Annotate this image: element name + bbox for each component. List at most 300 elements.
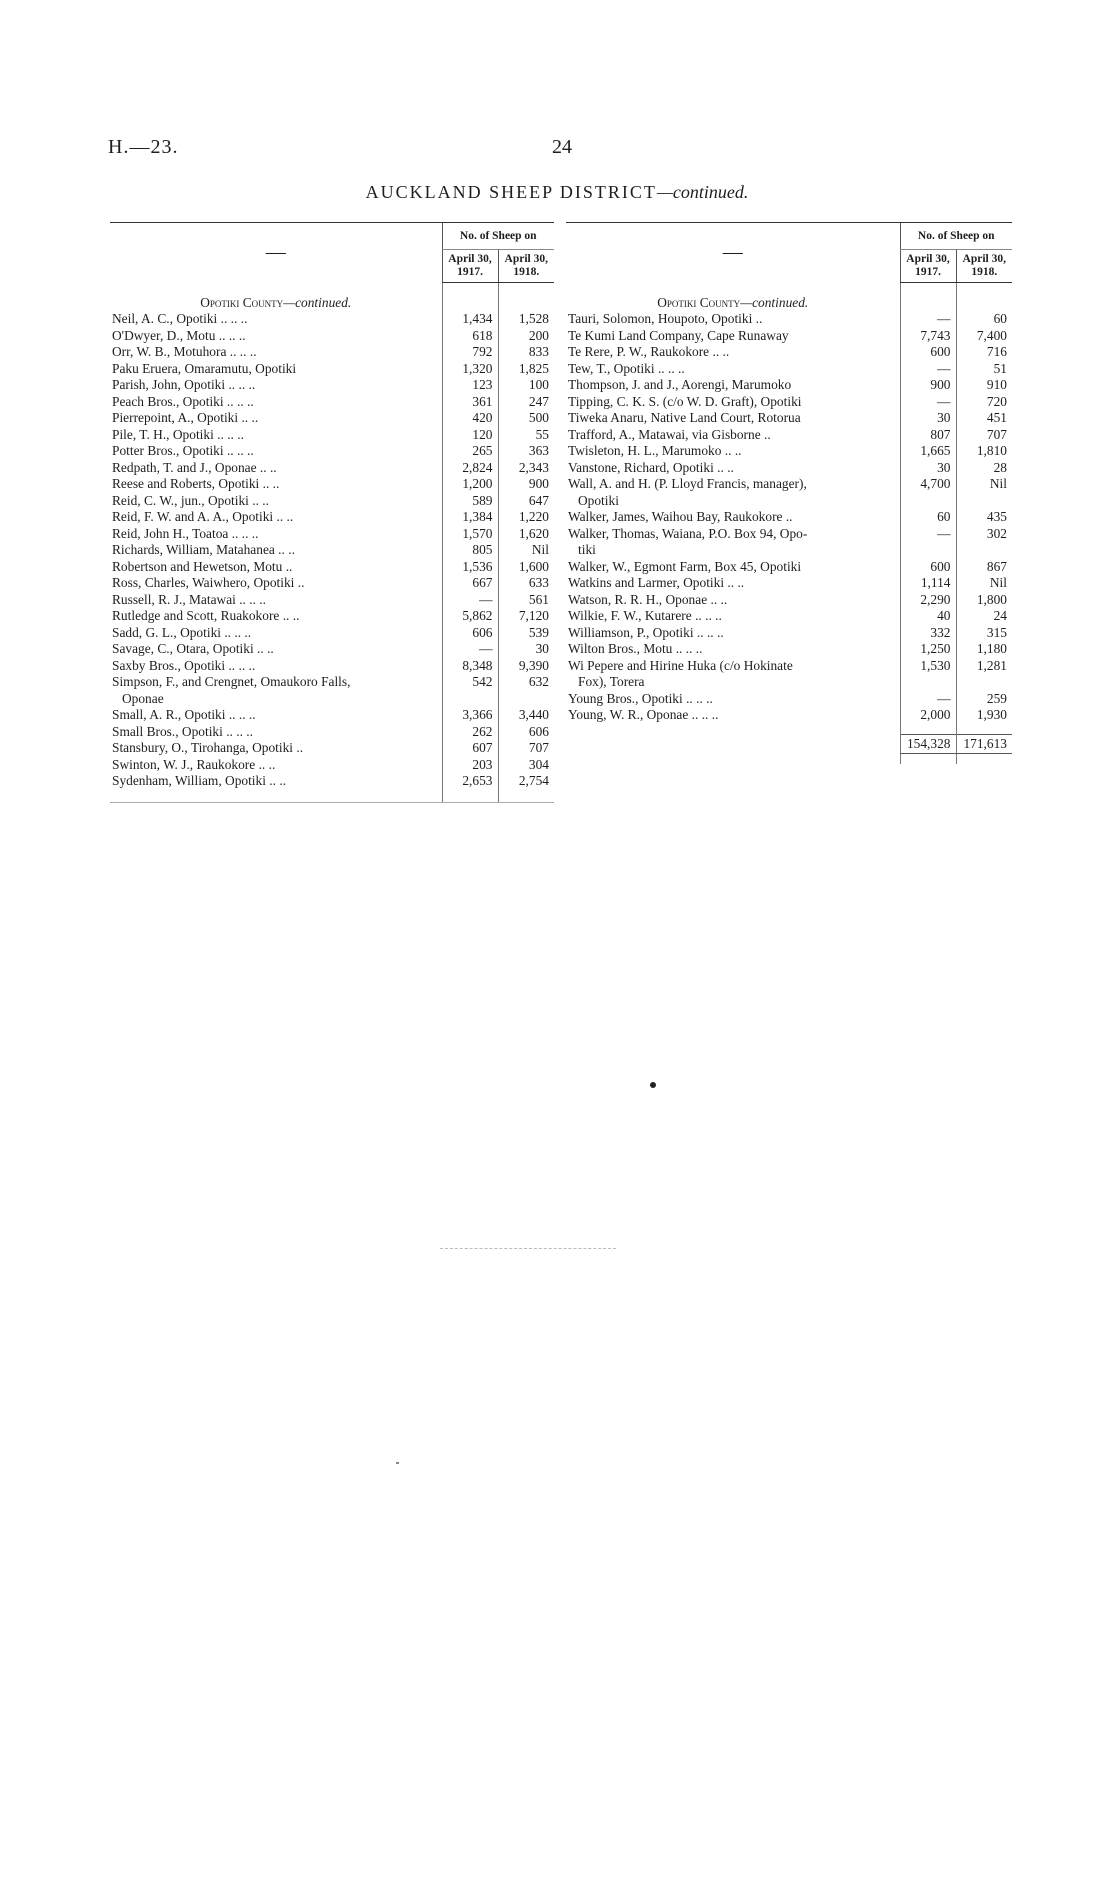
- owner-name-text: Reese and Roberts, Opotiki: [112, 476, 260, 491]
- owner-name-text: Simpson, F., and Crengnet, Omaukoro Falls,: [112, 674, 351, 689]
- owner-name-text: tiki: [578, 542, 596, 557]
- table-row: [110, 311, 554, 328]
- leader-dots: .. ..: [707, 591, 728, 607]
- leader-dots: .. ..: [274, 542, 295, 557]
- table-row: [566, 526, 1012, 543]
- table-row: [566, 691, 1012, 708]
- table-row: [110, 773, 554, 790]
- section-continued: —continued.: [283, 294, 352, 310]
- owner-name-text: Wall, A. and H. (P. Lloyd Francis, manager),: [568, 476, 807, 491]
- total-row: [566, 734, 1012, 753]
- leader-dots: ..: [760, 426, 771, 442]
- sheep-1917: —: [900, 691, 956, 708]
- leader-dots: .. .. ..: [220, 624, 252, 640]
- sheep-1917: 667: [442, 575, 498, 592]
- section-continued: —continued.: [740, 294, 809, 310]
- sheep-1918: Nil: [498, 542, 554, 559]
- sheep-1918: 302: [956, 526, 1012, 543]
- sheep-1917: 900: [900, 377, 956, 394]
- title-continued: —continued.: [656, 182, 749, 202]
- owner-name-text: O'Dwyer, D., Motu: [112, 327, 216, 343]
- sheep-1918: 539: [498, 625, 554, 642]
- leader-dots: .. ..: [238, 410, 259, 425]
- owner-name-text: Peach Bros., Opotiki: [112, 393, 224, 409]
- table-row: [566, 394, 1012, 411]
- leader-dots: .. .. ..: [225, 657, 256, 673]
- table-row: [566, 658, 1012, 675]
- owner-name-text: Stansbury, O., Tirohanga, Opotiki: [112, 740, 294, 755]
- table-row: [110, 542, 554, 559]
- sheep-1917: 1,530: [900, 658, 956, 675]
- table-row: [110, 575, 554, 592]
- owner-name-text: Twisleton, H. L., Marumoko: [568, 443, 722, 458]
- sheep-1917: —: [442, 592, 498, 609]
- table-row: [566, 443, 1012, 460]
- owner-name: [110, 427, 442, 444]
- sheep-1918: 435: [956, 509, 1012, 526]
- sheep-1917: 262: [442, 724, 498, 741]
- owner-name: [566, 641, 900, 658]
- owner-name: [566, 460, 900, 477]
- owner-name: [110, 443, 442, 460]
- owner-name: [110, 509, 442, 526]
- table-row: [566, 427, 1012, 444]
- april-1917-header: April 30, 1917.: [900, 250, 956, 283]
- owner-name-text: Young Bros., Opotiki: [568, 690, 683, 706]
- owner-name-text: Redpath, T. and J., Oponae: [112, 459, 257, 475]
- table-row: [110, 674, 554, 691]
- sheep-1918: 707: [498, 740, 554, 757]
- owner-name: [110, 625, 442, 642]
- sheep-1918: 2,754: [498, 773, 554, 790]
- owner-name: [110, 691, 442, 708]
- sheep-1918: 1,620: [498, 526, 554, 543]
- sheep-1918: 7,400: [956, 328, 1012, 345]
- sheep-1917: 1,665: [900, 443, 956, 460]
- section-name: Opotiki County: [200, 294, 284, 310]
- leader-dots: .. ..: [724, 575, 745, 590]
- table-row: [110, 460, 554, 477]
- owner-name-text: Wilkie, F. W., Kutarere: [568, 608, 692, 623]
- leader-dots: .. .. ..: [226, 344, 257, 359]
- owner-name: [110, 740, 442, 757]
- sheep-1917: 1,320: [442, 361, 498, 378]
- leader-dots: .. .. ..: [672, 641, 703, 656]
- owner-name-text: Swinton, W. J., Raukokore: [112, 756, 256, 772]
- owner-name: [110, 575, 442, 592]
- owner-name: [110, 328, 442, 345]
- sheep-1918: 1,281: [956, 658, 1012, 675]
- sheep-1918: Nil: [956, 575, 1012, 592]
- owner-name: [566, 443, 900, 460]
- total-1918: 171,613: [956, 734, 1012, 753]
- table-row: [110, 344, 554, 361]
- sheep-1917: 3,366: [442, 707, 498, 724]
- sheep-1918: 28: [956, 460, 1012, 477]
- leader-dots: .. .. ..: [235, 591, 266, 607]
- leader-dots: ..: [282, 558, 293, 574]
- sheep-1917: 600: [900, 559, 956, 576]
- sheep-1918: 720: [956, 394, 1012, 411]
- table-row: [110, 625, 554, 642]
- table-row: [110, 328, 554, 345]
- table-row: [110, 559, 554, 576]
- owner-name: [566, 311, 900, 328]
- owner-name: [110, 592, 442, 609]
- sheep-1917: 1,114: [900, 575, 956, 592]
- sheep-1918: 9,390: [498, 658, 554, 675]
- sheep-1917: 1,200: [442, 476, 498, 493]
- sheep-1917: 792: [442, 344, 498, 361]
- section-heading: [110, 283, 442, 312]
- owner-name: [566, 394, 900, 411]
- sheep-1918: 315: [956, 625, 1012, 642]
- sheep-1917: 606: [442, 625, 498, 642]
- leader-dots: .. ..: [273, 509, 294, 524]
- leader-dots: .. ..: [709, 344, 730, 359]
- sheep-1917: 1,536: [442, 559, 498, 576]
- leader-dots: .. ..: [721, 443, 742, 458]
- table-row: [566, 361, 1012, 378]
- sheep-1917: 40: [900, 608, 956, 625]
- owner-name: [110, 311, 442, 328]
- sheep-1917: 805: [442, 542, 498, 559]
- owner-name-text: Trafford, A., Matawai, via Gisborne: [568, 426, 761, 442]
- total-1917: 154,328: [900, 734, 956, 753]
- sheep-1918: 500: [498, 410, 554, 427]
- leader-dots: ..: [294, 575, 305, 590]
- sheep-1918: 30: [498, 641, 554, 658]
- leader-dots: .. .. ..: [691, 608, 722, 623]
- sheep-1918: 867: [956, 559, 1012, 576]
- owner-name: [110, 559, 442, 576]
- owner-name-text: Wi Pepere and Hirine Huka (c/o Hokinate: [568, 657, 793, 673]
- sheep-1918: [956, 542, 1012, 559]
- owner-name: [566, 691, 900, 708]
- sheep-1918: 24: [956, 608, 1012, 625]
- table-row: [566, 592, 1012, 609]
- owner-name: [110, 394, 442, 411]
- table-row: [110, 377, 554, 394]
- table-row: [110, 476, 554, 493]
- sheep-1917: 2,290: [900, 592, 956, 609]
- owner-name: [110, 757, 442, 774]
- owner-name: [110, 344, 442, 361]
- sheep-1918: 561: [498, 592, 554, 609]
- sheep-1917: 7,743: [900, 328, 956, 345]
- sheep-1918: [956, 674, 1012, 691]
- sheep-1917: —: [442, 641, 498, 658]
- owner-name-text: Thompson, J. and J., Aorengi, Marumoko: [568, 377, 792, 392]
- leader-dots: .. .. ..: [693, 624, 724, 640]
- owner-name: [110, 641, 442, 658]
- owner-name-text: Reid, John H., Toatoa: [112, 525, 229, 541]
- sheep-1917: 600: [900, 344, 956, 361]
- owner-name-text: Tauri, Solomon, Houpoto, Opotiki: [568, 311, 753, 326]
- right-sheep-table: [566, 222, 1012, 764]
- sheep-1918: 100: [498, 377, 554, 394]
- sheep-1917: [900, 674, 956, 691]
- sheep-1917: —: [900, 361, 956, 378]
- sheep-1918: 647: [498, 493, 554, 510]
- table-row: [566, 575, 1012, 592]
- owner-name: [566, 608, 900, 625]
- sheep-1918: 1,810: [956, 443, 1012, 460]
- sheep-1917: 60: [900, 509, 956, 526]
- sheep-1918: 51: [956, 361, 1012, 378]
- leader-dots: .. ..: [248, 492, 269, 508]
- owner-name-text: Williamson, P., Opotiki: [568, 624, 694, 640]
- table-row: [566, 641, 1012, 658]
- owner-name-text: Saxby Bros., Opotiki: [112, 657, 226, 673]
- leader-dots: .. ..: [255, 756, 276, 772]
- sheep-1918: 304: [498, 757, 554, 774]
- owner-name: [110, 674, 442, 691]
- page-number: 24: [552, 136, 572, 158]
- leader-dots: .. ..: [259, 476, 280, 491]
- owner-name-text: Tipping, C. K. S. (c/o W. D. Graft), Opotiki: [568, 393, 802, 409]
- owner-name: [566, 361, 900, 378]
- table-row: [566, 460, 1012, 477]
- owner-name-text: Te Rere, P. W., Raukokore: [568, 344, 710, 359]
- sheep-1917: 8,348: [442, 658, 498, 675]
- page-title: [0, 182, 1114, 203]
- sheep-1918: 1,600: [498, 559, 554, 576]
- owner-name-text: Tiweka Anaru, Native Land Court, Rotorua: [568, 410, 801, 425]
- ink-spot: [650, 1082, 656, 1088]
- owner-name: [566, 542, 900, 559]
- leader-dots: .. .. ..: [682, 690, 713, 706]
- sheep-1918: 3,440: [498, 707, 554, 724]
- owner-name: [110, 460, 442, 477]
- sheep-1918: 259: [956, 691, 1012, 708]
- sheep-1917: 203: [442, 757, 498, 774]
- owner-name: [110, 707, 442, 724]
- sheep-1918: 451: [956, 410, 1012, 427]
- leader-dots: .. ..: [713, 459, 734, 475]
- sheep-1917: 30: [900, 410, 956, 427]
- table-row: [110, 740, 554, 757]
- owner-name-text: Pile, T. H., Opotiki: [112, 426, 214, 442]
- table-row: [110, 394, 554, 411]
- owner-name: [110, 476, 442, 493]
- owner-name: [566, 559, 900, 576]
- sheep-1917: 589: [442, 493, 498, 510]
- sheep-1918: 633: [498, 575, 554, 592]
- owner-name-text: Small Bros., Opotiki: [112, 723, 223, 739]
- owner-name-text: Small, A. R., Opotiki: [112, 707, 226, 722]
- sheep-1918: 1,800: [956, 592, 1012, 609]
- owner-name-text: Opotiki: [578, 492, 619, 508]
- leader-dots: ..: [782, 509, 793, 524]
- leader-dots: .. .. ..: [654, 360, 685, 376]
- table-row: [110, 443, 554, 460]
- sheep-1917: [442, 691, 498, 708]
- table-row: [110, 410, 554, 427]
- leader-dots: ..: [293, 740, 304, 755]
- owner-name-text: Reid, F. W. and A. A., Opotiki: [112, 509, 274, 524]
- owner-name-text: Russell, R. J., Matawai: [112, 591, 236, 607]
- sheep-count-group-header: No. of Sheep on: [900, 223, 1012, 250]
- table-row: [110, 608, 554, 625]
- table-row: [566, 559, 1012, 576]
- owner-name: [566, 707, 900, 724]
- leader-dots: .. ..: [279, 608, 300, 623]
- sheep-count-group-header: No. of Sheep on: [442, 223, 554, 250]
- sheep-1917: 5,862: [442, 608, 498, 625]
- owner-name: [566, 625, 900, 642]
- table-row: [566, 410, 1012, 427]
- sheep-1917: 120: [442, 427, 498, 444]
- sheep-1918: 1,825: [498, 361, 554, 378]
- sheep-1917: —: [900, 311, 956, 328]
- owner-name: [110, 542, 442, 559]
- table-row: [110, 592, 554, 609]
- owner-name: [110, 608, 442, 625]
- owner-name-text: Reid, C. W., jun., Opotiki: [112, 492, 249, 508]
- name-column-header: —: [110, 223, 442, 283]
- sheep-1918: 60: [956, 311, 1012, 328]
- owner-name: [566, 328, 900, 345]
- owner-name: [566, 526, 900, 543]
- sheep-1918: 632: [498, 674, 554, 691]
- sheep-1918: 606: [498, 724, 554, 741]
- sheep-1917: 123: [442, 377, 498, 394]
- table-row: [110, 361, 554, 378]
- sheep-1917: 332: [900, 625, 956, 642]
- owner-name-text: Fox), Torera: [578, 674, 645, 689]
- sheep-1918: Nil: [956, 476, 1012, 493]
- owner-name: [566, 427, 900, 444]
- table-row: [566, 674, 1012, 691]
- sheep-1918: 2,343: [498, 460, 554, 477]
- owner-name-text: Pierrepoint, A., Opotiki: [112, 410, 239, 425]
- owner-name: [566, 592, 900, 609]
- owner-name: [566, 493, 900, 510]
- table-row: [110, 691, 554, 708]
- owner-name-text: Watson, R. R. H., Oponae: [568, 591, 708, 607]
- owner-name-text: Sadd, G. L., Opotiki: [112, 624, 221, 640]
- name-column-header: —: [566, 223, 900, 283]
- owner-name-text: Walker, Thomas, Waiana, P.O. Box 94, Opo-: [568, 525, 808, 541]
- sheep-1917: 1,384: [442, 509, 498, 526]
- table-row: [566, 608, 1012, 625]
- sheep-1917: 807: [900, 427, 956, 444]
- owner-name-text: Oponae: [122, 690, 164, 706]
- sheep-1918: 55: [498, 427, 554, 444]
- owner-name: [110, 526, 442, 543]
- table-row: [566, 493, 1012, 510]
- leader-dots: .. ..: [256, 459, 277, 475]
- sheep-1917: [900, 542, 956, 559]
- table-row: [566, 707, 1012, 724]
- owner-name: [110, 724, 442, 741]
- sheep-1918: 200: [498, 328, 554, 345]
- owner-name-text: Vanstone, Richard, Opotiki: [568, 459, 714, 475]
- sheep-1918: 707: [956, 427, 1012, 444]
- sheep-1918: 247: [498, 394, 554, 411]
- table-row: [110, 427, 554, 444]
- faint-rule: [440, 1248, 616, 1249]
- sheep-1918: 7,120: [498, 608, 554, 625]
- section-name: Opotiki County: [657, 294, 741, 310]
- sheep-1917: 2,653: [442, 773, 498, 790]
- owner-name-text: Robertson and Hewetson, Motu: [112, 558, 283, 574]
- section-heading: [566, 283, 900, 312]
- sheep-1917: 2,824: [442, 460, 498, 477]
- owner-name: [566, 476, 900, 493]
- sheep-1917: 1,570: [442, 526, 498, 543]
- ink-mark: [396, 1462, 399, 1464]
- owner-name-text: Tew, T., Opotiki: [568, 360, 655, 376]
- owner-name: [110, 493, 442, 510]
- owner-name-text: Young, W. R., Oponae: [568, 707, 689, 722]
- owner-name: [566, 509, 900, 526]
- table-row: [566, 328, 1012, 345]
- owner-name: [566, 674, 900, 691]
- sheep-1918: 833: [498, 344, 554, 361]
- leader-dots: .. .. ..: [217, 311, 248, 326]
- owner-name-text: Paku Eruera, Omaramutu, Opotiki: [112, 360, 297, 376]
- owner-name-text: Parish, John, Opotiki: [112, 377, 226, 392]
- sheep-1918: 910: [956, 377, 1012, 394]
- sheep-1918: 363: [498, 443, 554, 460]
- leader-dots: .. .. ..: [223, 443, 254, 458]
- owner-name-text: Orr, W. B., Motuhora: [112, 344, 227, 359]
- sheep-1918: [498, 691, 554, 708]
- owner-name-text: Te Kumi Land Company, Cape Runaway: [568, 327, 789, 343]
- owner-name-text: Ross, Charles, Waiwhero, Opotiki: [112, 575, 295, 590]
- april-1918-header: April 30, 1918.: [498, 250, 554, 283]
- table-row: [110, 707, 554, 724]
- table-row: [566, 377, 1012, 394]
- sheep-1917: 420: [442, 410, 498, 427]
- table-row: [566, 625, 1012, 642]
- sheep-1917: [900, 493, 956, 510]
- owner-name: [110, 658, 442, 675]
- owner-name: [566, 410, 900, 427]
- sheep-1918: [956, 493, 1012, 510]
- owner-name: [110, 361, 442, 378]
- sheep-1918: 900: [498, 476, 554, 493]
- sheep-1917: 542: [442, 674, 498, 691]
- table-row: [110, 509, 554, 526]
- title-main: AUCKLAND SHEEP DISTRICT: [365, 182, 657, 202]
- sheep-1917: 607: [442, 740, 498, 757]
- sheep-1917: 1,434: [442, 311, 498, 328]
- sheep-1917: 30: [900, 460, 956, 477]
- table-row: [110, 757, 554, 774]
- leader-dots: ..: [752, 311, 763, 326]
- owner-name: [566, 575, 900, 592]
- sheep-1917: —: [900, 394, 956, 411]
- owner-name: [566, 344, 900, 361]
- leader-dots: .. .. ..: [223, 393, 254, 409]
- table-row: [566, 476, 1012, 493]
- sheep-1918: 1,180: [956, 641, 1012, 658]
- april-1917-header: April 30, 1917.: [442, 250, 498, 283]
- owner-name-text: Potter Bros., Opotiki: [112, 443, 224, 458]
- table-row: [110, 526, 554, 543]
- owner-name: [566, 658, 900, 675]
- sheep-1917: 2,000: [900, 707, 956, 724]
- owner-name-text: Sydenham, William, Opotiki: [112, 773, 266, 788]
- leader-dots: .. ..: [253, 641, 274, 656]
- leader-dots: .. ..: [265, 773, 287, 788]
- sheep-1918: 1,930: [956, 707, 1012, 724]
- leader-dots: .. .. ..: [225, 707, 256, 722]
- owner-name-text: Walker, James, Waihou Bay, Raukokore: [568, 509, 783, 524]
